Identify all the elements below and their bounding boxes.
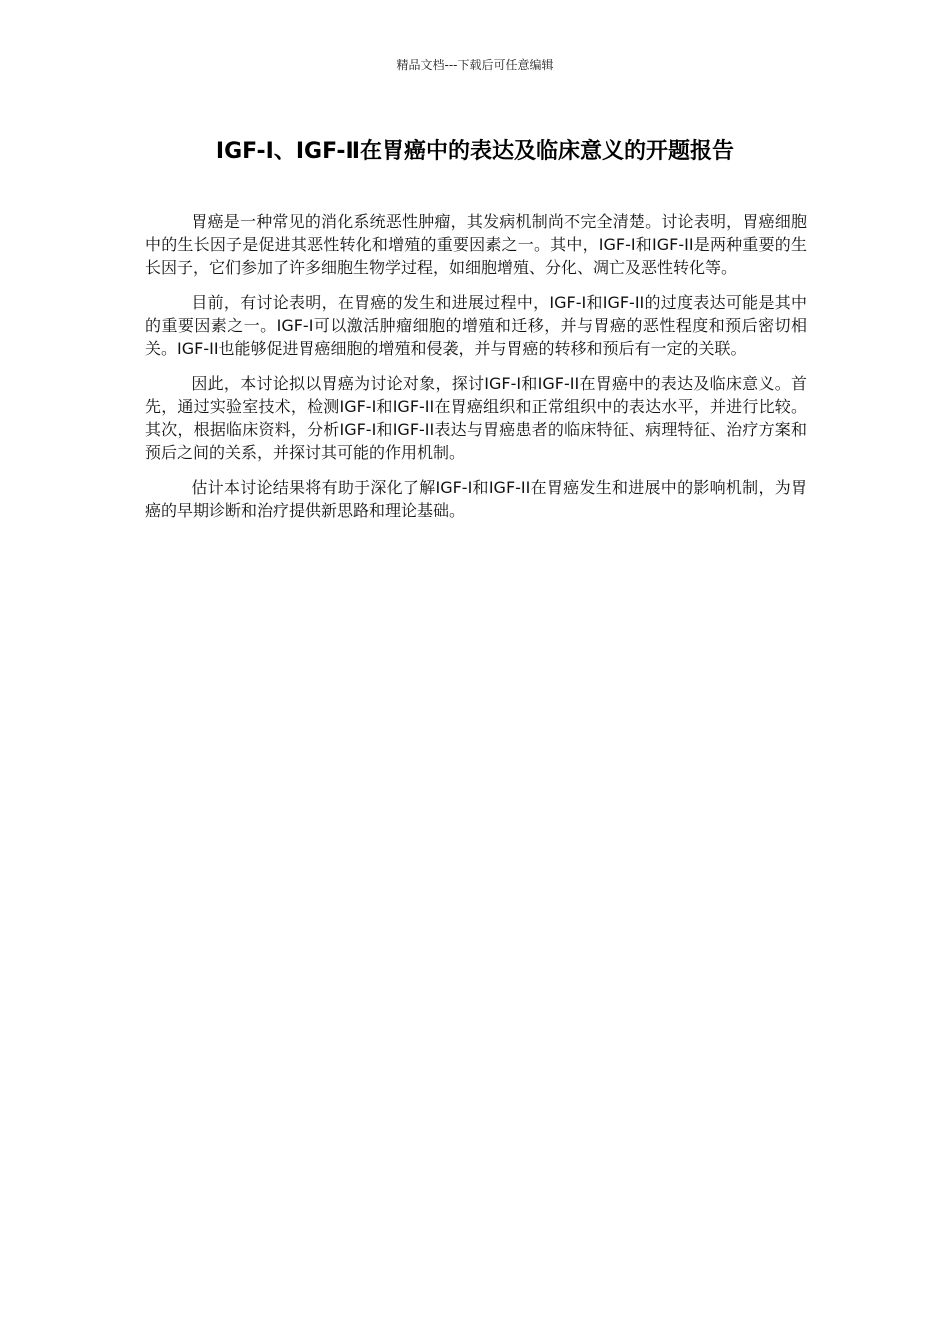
paragraph-4: 估计本讨论结果将有助于深化了解IGF-I和IGF-II在胃癌发生和进展中的影响机制，为胃癌的早期诊断和治疗提供新思路和理论基础。 (145, 478, 807, 520)
document-body (145, 210, 807, 534)
header-note: 精品文档---下载后可任意编辑 (396, 58, 554, 72)
paragraph-1: 胃癌是一种常见的消化系统恶性肿瘤，其发病机制尚不完全清楚。讨论表明，胃癌细胞中的生长因子是促进其恶性转化和增殖的重要因素之一。其中，IGF-I和IGF-II是两种重要的生长因子，它们参加了许多细胞生物学过程，如细胞增殖、分化、凋亡及恶性转化等。 (145, 212, 807, 277)
document-title: IGF-Ⅰ、IGF-Ⅱ在胃癌中的表达及临床意义的开题报告 (215, 139, 735, 164)
paragraph-2: 目前，有讨论表明，在胃癌的发生和进展过程中，IGF-I和IGF-II的过度表达可能是其中的重要因素之一。IGF-I可以激活肿瘤细胞的增殖和迁移，并与胃癌的恶性程度和预后密切相关。IGF-II也能够促进胃癌细胞的增殖和侵袭，并与胃癌的转移和预后有一定的关联。 (145, 293, 807, 358)
paragraph-3: 因此，本讨论拟以胃癌为讨论对象，探讨IGF-I和IGF-II在胃癌中的表达及临床意义。首先，通过实验室技术，检测IGF-I和IGF-II在胃癌组织和正常组织中的表达水平，并进行比较。其次，根据临床资料，分析IGF-I和IGF-II表达与胃癌患者的临床特征、病理特征、治疗方案和预后之间的关系，并探讨其可能的作用机制。 (145, 374, 807, 462)
